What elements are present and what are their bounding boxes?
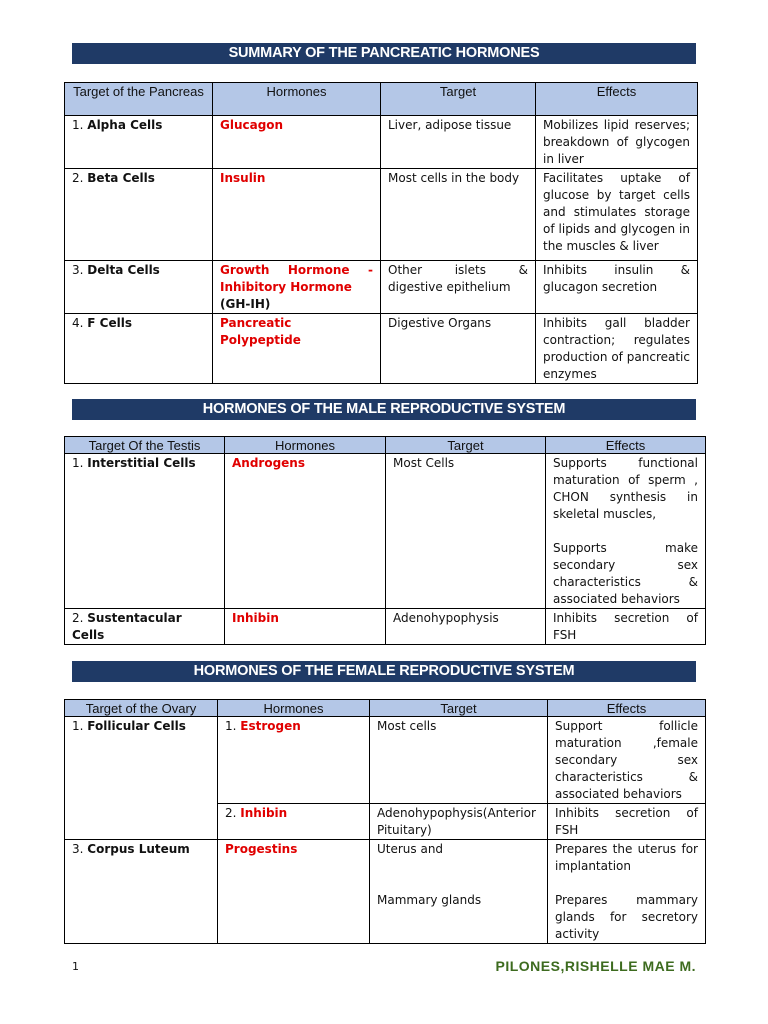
hormone-cell — [218, 717, 370, 804]
row-number: 1. — [72, 719, 84, 733]
male-table — [64, 436, 706, 645]
effects-text: Support follicle maturation ,female secondary sex characteristics & associated behaviors — [548, 717, 706, 804]
target-part-a: Uterus and — [377, 842, 444, 856]
table-row — [65, 717, 706, 804]
cell-name — [65, 609, 225, 645]
cell-name — [65, 840, 218, 944]
table-row — [65, 454, 706, 609]
column-header: Target of the Ovary — [65, 700, 218, 717]
row-number: 3. — [72, 263, 84, 277]
cell-name — [65, 454, 225, 609]
column-header: Effects — [536, 83, 698, 116]
hormone-name: Growth Hormone - Inhibitory Hormone — [220, 263, 373, 294]
cell-name — [65, 314, 213, 384]
hormone-cell — [218, 804, 370, 840]
table-header-row — [65, 83, 698, 116]
cell-type: Follicular Cells — [87, 719, 186, 733]
cell-type: Beta Cells — [87, 171, 155, 185]
row-number: 4. — [72, 316, 84, 330]
target-text: Most cells — [370, 717, 548, 804]
table-row — [65, 116, 698, 169]
column-header: Hormones — [213, 83, 381, 116]
target-text: Most Cells — [386, 454, 546, 609]
effects-part-b: Prepares mammary glands for secretory activity — [555, 893, 698, 941]
hormone-name: Glucagon — [213, 116, 381, 169]
cell-name — [65, 116, 213, 169]
effects-text — [548, 840, 706, 944]
column-header: Target Of the Testis — [65, 437, 225, 454]
target-text: Adenohypophysis — [386, 609, 546, 645]
hormone-name: Androgens — [225, 454, 386, 609]
effects-text: Inhibits insulin & glucagon secretion — [536, 261, 698, 314]
row-number: 2. — [72, 171, 84, 185]
female-section-title: HORMONES OF THE FEMALE REPRODUCTIVE SYSTEM — [72, 661, 696, 682]
effects-text: Inhibits secretion of FSH — [548, 804, 706, 840]
effects-text: Mobilizes lipid reserves; breakdown of glycogen in liver — [536, 116, 698, 169]
table-row — [65, 609, 706, 645]
table-row — [65, 169, 698, 261]
target-text: Other islets & digestive epithelium — [381, 261, 536, 314]
cell-name — [65, 717, 218, 840]
author-name: PILONES,RISHELLE MAE M. — [495, 958, 696, 974]
table-header-row — [65, 700, 706, 717]
column-header: Target — [370, 700, 548, 717]
effects-part-b: Supports make secondary sex characteristics & associated behaviors — [553, 541, 698, 606]
column-header: Target of the Pancreas — [65, 83, 213, 116]
hormone-number: 2. — [225, 806, 237, 820]
target-part-b: Mammary glands — [377, 893, 482, 907]
cell-type: Delta Cells — [87, 263, 160, 277]
pancreas-table — [64, 82, 698, 384]
cell-type: F Cells — [87, 316, 132, 330]
pancreas-section-title: SUMMARY OF THE PANCREATIC HORMONES — [72, 43, 696, 64]
row-number: 3. — [72, 842, 84, 856]
row-number: 1. — [72, 118, 84, 132]
cell-type: Sustentacular Cells — [72, 611, 182, 642]
effects-text: Inhibits secretion of FSH — [546, 609, 706, 645]
effects-text: Facilitates uptake of glucose by target cells and stimulates storage of lipids and glycogen in the muscles & liver — [536, 169, 698, 261]
target-text — [370, 840, 548, 944]
table-header-row — [65, 437, 706, 454]
cell-type: Corpus Luteum — [87, 842, 190, 856]
hormone-name: Pancreatic Polypeptide — [213, 314, 381, 384]
row-number: 1. — [72, 456, 84, 470]
female-table — [64, 699, 706, 944]
target-text: Digestive Organs — [381, 314, 536, 384]
page-number: 1 — [72, 960, 79, 973]
table-row — [65, 314, 698, 384]
hormone-name: Progestins — [218, 840, 370, 944]
hormone-name: Inhibin — [225, 609, 386, 645]
column-header: Target — [381, 83, 536, 116]
column-header: Target — [386, 437, 546, 454]
column-header: Hormones — [218, 700, 370, 717]
effects-text: Inhibits gall bladder contraction; regulates production of pancreatic enzymes — [536, 314, 698, 384]
effects-part-a: Supports functional maturation of sperm , CHON synthesis in skeletal muscles, — [553, 456, 698, 521]
hormone-name: Estrogen — [240, 719, 301, 733]
column-header: Effects — [546, 437, 706, 454]
hormone-number: 1. — [225, 719, 237, 733]
target-text: Adenohypophysis(Anterior Pituitary) — [370, 804, 548, 840]
target-text: Liver, adipose tissue — [381, 116, 536, 169]
cell-type: Alpha Cells — [87, 118, 163, 132]
table-row — [65, 840, 706, 944]
effects-part-a: Prepares the uterus for implantation — [555, 842, 698, 873]
table-row — [65, 261, 698, 314]
cell-name — [65, 169, 213, 261]
cell-name — [65, 261, 213, 314]
row-number: 2. — [72, 611, 84, 625]
hormone-name: Insulin — [213, 169, 381, 261]
hormone-name: Inhibin — [240, 806, 288, 820]
hormone-cell — [213, 261, 381, 314]
cell-type: Interstitial Cells — [87, 456, 196, 470]
column-header: Hormones — [225, 437, 386, 454]
hormone-abbreviation: (GH-IH) — [220, 297, 271, 311]
effects-text — [546, 454, 706, 609]
male-section-title: HORMONES OF THE MALE REPRODUCTIVE SYSTEM — [72, 399, 696, 420]
column-header: Effects — [548, 700, 706, 717]
target-text: Most cells in the body — [381, 169, 536, 261]
